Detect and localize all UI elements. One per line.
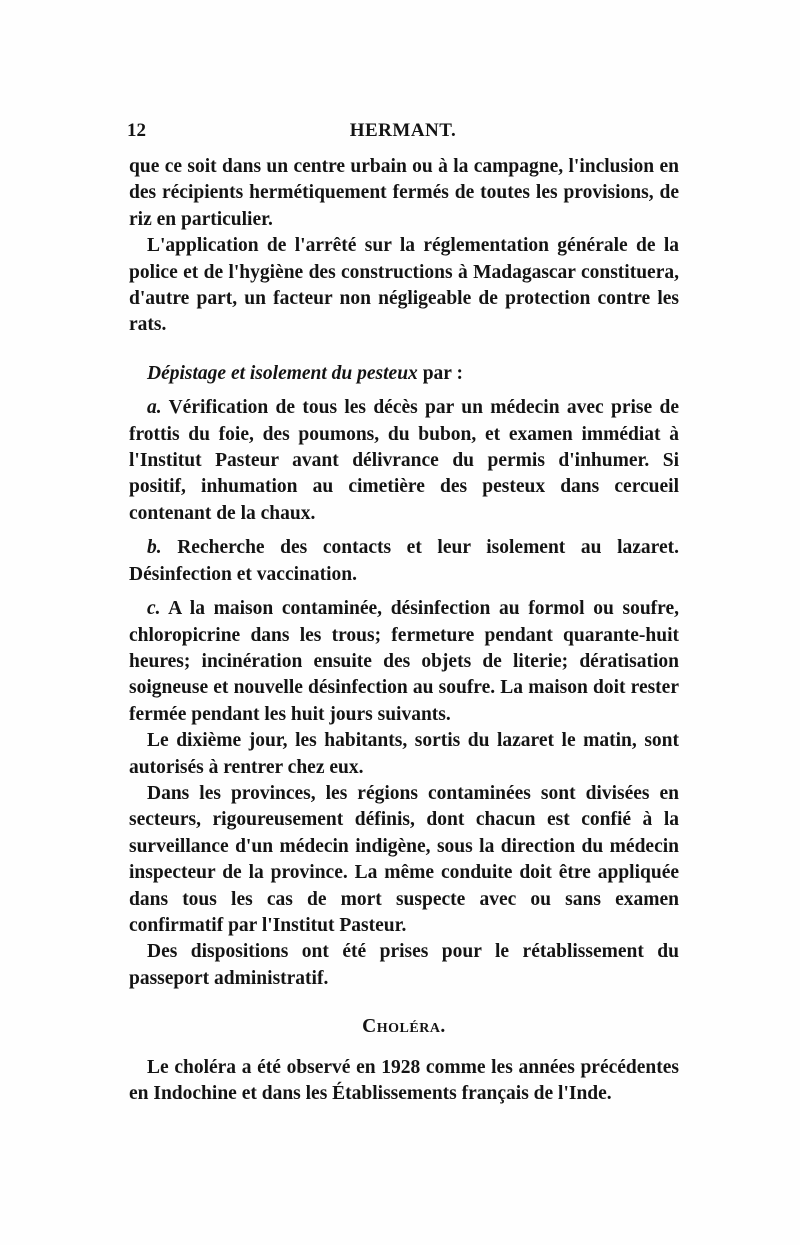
subheading-suffix: par :	[417, 362, 463, 384]
item-b-text: Recherche des contacts et leur isolement au lazaret. Désinfection et vaccination.	[129, 537, 679, 585]
page-number: 12	[127, 120, 146, 141]
spacer	[129, 992, 679, 1014]
paragraph-dixieme-jour: Le dixième jour, les habitants, sortis du lazaret le matin, sont autorisés à rentrer chez eux.	[129, 730, 679, 778]
running-head	[127, 120, 679, 144]
paragraph-arrete: L'application de l'arrêté sur la réglementation générale de la police et de l'hygiène des constructions à Madagascar constituera, d'autre part, un facteur non négligeable de protection contre les rats.	[129, 235, 679, 336]
item-c	[129, 596, 679, 728]
paragraph-passeport: Des dispositions ont été prises pour le rétablissement du passeport administratif.	[129, 941, 679, 989]
spacer	[129, 387, 679, 395]
spacer	[129, 588, 679, 596]
item-a-letter: a.	[147, 397, 162, 419]
item-b	[129, 535, 679, 588]
item-c-letter: c.	[147, 598, 161, 620]
item-a-text: Vérification de tous les décès par un médecin avec prise de frottis du foie, des poumons, du bubon, et examen immédiat à l'Institut Pasteur avant délivrance du permis d'inhumer. Si positif, inhumation au cimetière des pesteux dans cercueil contenant de la chaux.	[129, 397, 679, 524]
item-a	[129, 395, 679, 527]
paragraph-cholera: Le choléra a été observé en 1928 comme les années précédentes en Indochine et dans les Établissements français de l'Inde.	[129, 1056, 679, 1104]
running-title: HERMANT.	[349, 120, 457, 141]
item-b-letter: b.	[147, 537, 162, 559]
spacer	[129, 1041, 679, 1055]
paragraph-inclusion: que ce soit dans un centre urbain ou à la campagne, l'inclusion en des récipients hermétiquement fermés de toutes les provisions, de riz en particulier.	[129, 156, 679, 230]
subheading-depistage	[129, 361, 679, 387]
paragraph-provinces: Dans les provinces, les régions contaminées sont divisées en secteurs, rigoureusement définis, dont chacun est confié à la surveillance d'un médecin indigène, sous la direction du médecin inspecteur de la province. La même conduite doit être appliquée dans tous les cas de mort suspecte avec ou sans examen confirmatif par l'Institut Pasteur.	[129, 782, 679, 936]
spacer	[129, 527, 679, 535]
item-c-text: A la maison contaminée, désinfection au formol ou soufre, chloropicrine dans les trous; fermeture pendant quarante-huit heures; incinération ensuite des objets de literie; dératisation soigneuse et nouvelle désinfection au soufre. La maison doit rester fermée pendant les huit jours suivants.	[129, 598, 679, 725]
subheading-italic: Dépistage et isolement du pesteux	[147, 362, 418, 384]
section-heading-cholera: Choléra.	[362, 1016, 446, 1038]
spacer	[129, 339, 679, 361]
text-body	[129, 154, 679, 1107]
